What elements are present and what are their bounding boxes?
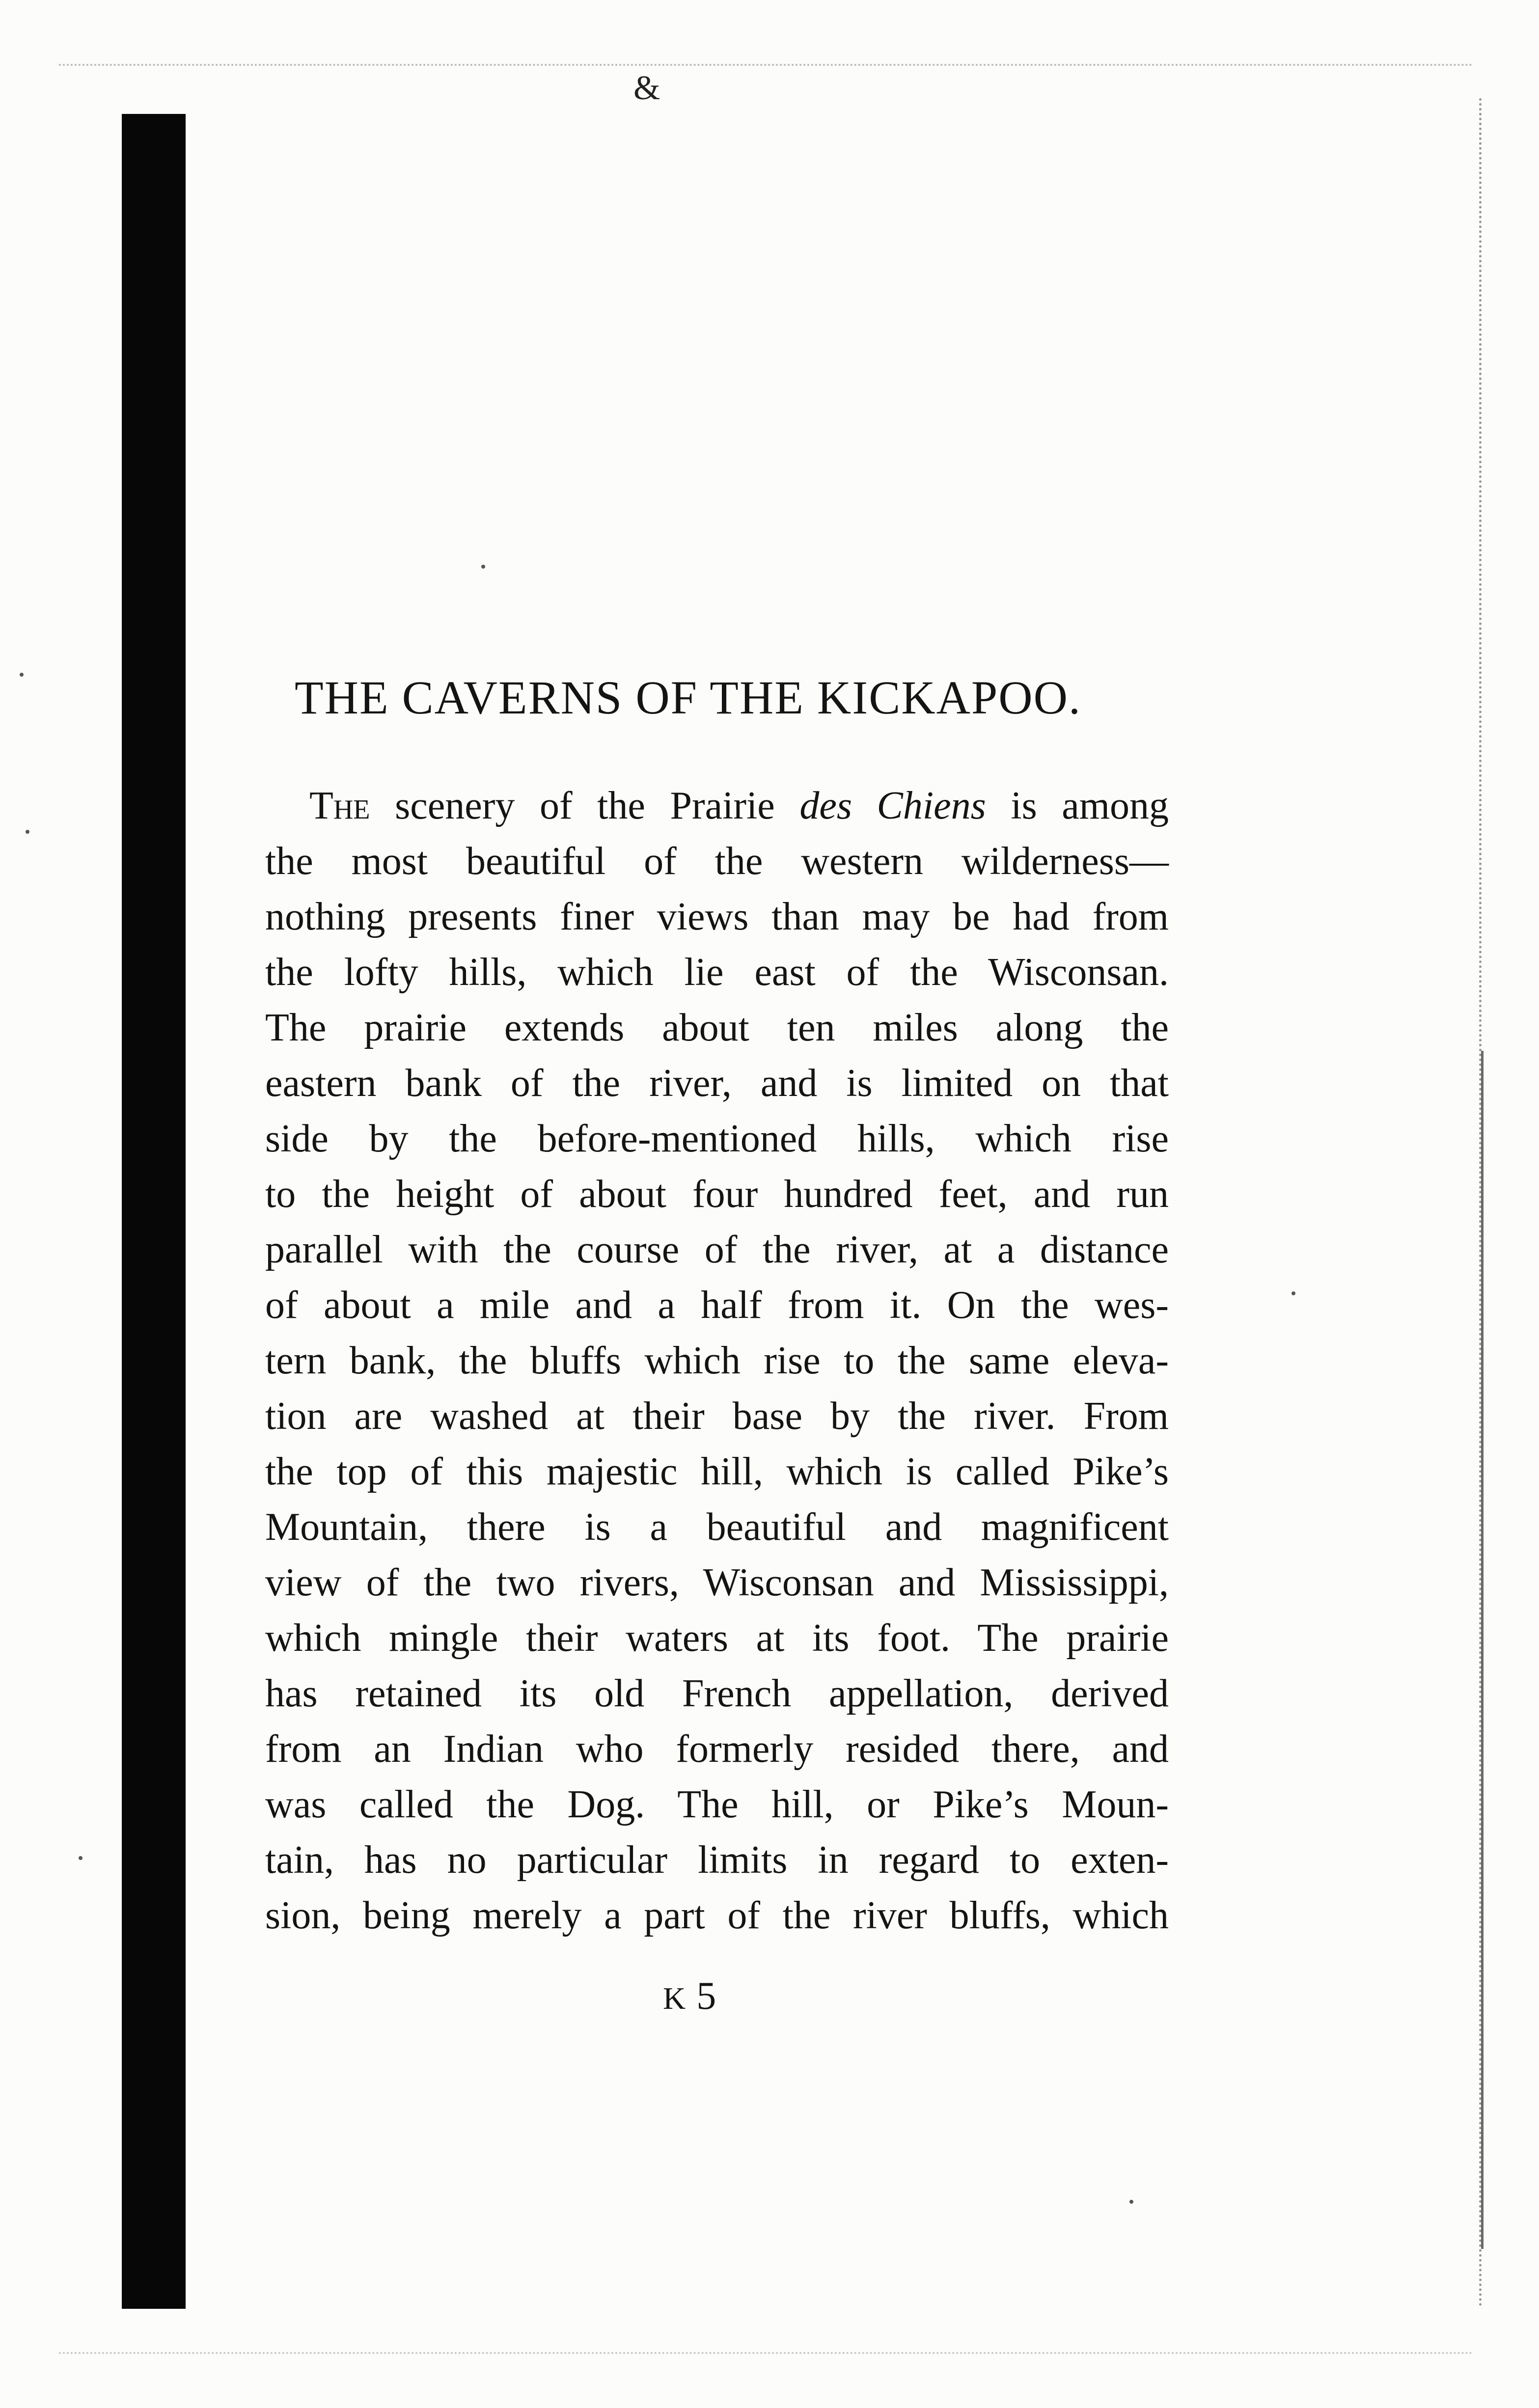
bottom-scan-edge (59, 2352, 1473, 2354)
text-line: from an Indian who formerly resided there, and (265, 1727, 1169, 1771)
speck (1292, 1291, 1295, 1295)
text-line: nothing presents finer views than may be had from (265, 895, 1169, 938)
text-line: of about a mile and a half from it. On the wes- (265, 1284, 1169, 1327)
text-line: tion are washed at their base by the river. From (265, 1395, 1169, 1438)
signature-letter: K (663, 1981, 687, 2016)
drop-word: The (309, 784, 370, 827)
text-line: sion, being merely a part of the river bluffs, which (265, 1894, 1169, 1937)
signature-number: 5 (696, 1974, 716, 2018)
speck (79, 1856, 82, 1860)
text-line: to the height of about four hundred feet, and run (265, 1173, 1169, 1216)
speck (481, 565, 485, 569)
text-line: eastern bank of the river, and is limited on that (265, 1062, 1169, 1105)
text-line: side by the before-mentioned hills, which rise (265, 1117, 1169, 1160)
text-line: view of the two rivers, Wisconsan and Mississippi, (265, 1561, 1169, 1604)
text-line: Mountain, there is a beautiful and magnificent (265, 1505, 1169, 1549)
binding-shadow (122, 114, 186, 2309)
text-line: tain, has no particular limits in regard to exten- (265, 1838, 1169, 1882)
text-line: has retained its old French appellation, derived (265, 1672, 1169, 1715)
chapter-title: THE CAVERNS OF THE KICKAPOO. (295, 671, 1081, 724)
body-text (265, 778, 1169, 1943)
text-line: the top of this majestic hill, which is called Pike’s (265, 1450, 1169, 1493)
speck (1129, 2200, 1133, 2204)
right-scan-edge-dark (1481, 1051, 1484, 2249)
speck (20, 673, 24, 677)
text-line: parallel with the course of the river, at a distance (265, 1228, 1169, 1271)
text-line: which mingle their waters at its foot. The prairie (265, 1616, 1169, 1660)
top-scan-edge (59, 64, 1473, 66)
text-line: The prairie extends about ten miles along the (265, 1006, 1169, 1049)
top-ink-mark: & (633, 69, 660, 107)
speck (26, 830, 29, 834)
text-line: tern bank, the bluffs which rise to the same eleva- (265, 1339, 1169, 1382)
text-line: the lofty hills, which lie east of the Wisconsan. (265, 951, 1169, 994)
text-line-first: The scenery of the Prairie des Chiens is among (309, 784, 1169, 827)
italic-phrase: des Chiens (799, 784, 986, 827)
text-line: the most beautiful of the western wilderness— (265, 840, 1169, 883)
signature-mark (663, 1974, 716, 2019)
text-line: was called the Dog. The hill, or Pike’s Moun- (265, 1783, 1169, 1826)
